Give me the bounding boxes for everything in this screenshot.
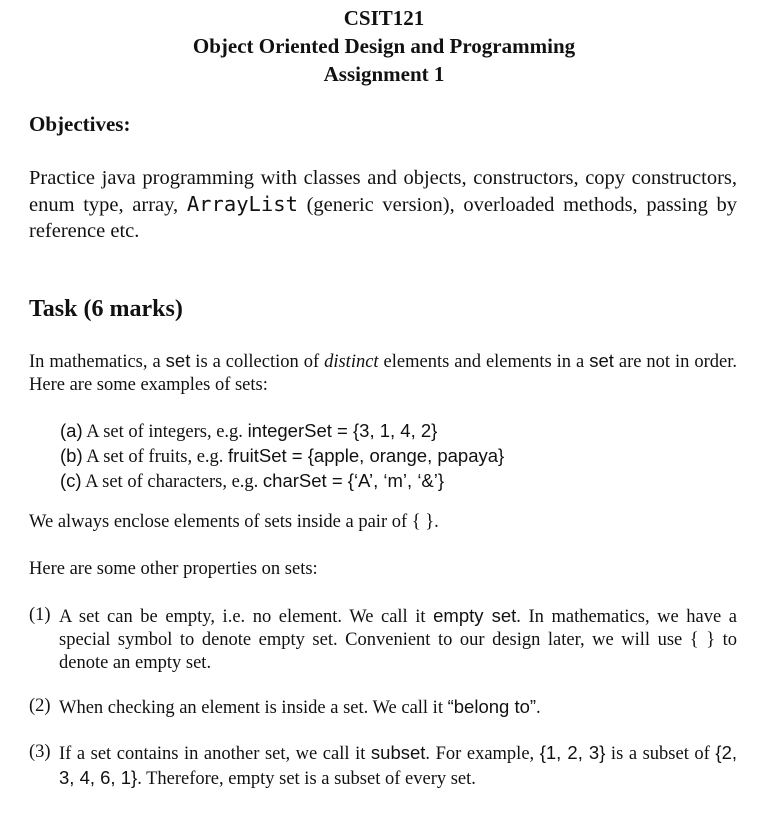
- intro-text-2: is a collection of: [190, 352, 325, 372]
- document-header: [0, 4, 768, 88]
- enclose-paragraph: We always enclose elements of sets inside a pair of { }.: [29, 512, 439, 532]
- property-number: (2): [29, 696, 51, 716]
- course-code: CSIT121: [343, 6, 425, 30]
- assignment-title: Assignment 1: [323, 62, 445, 86]
- property-item: (2) When checking an element is inside a set. We call it “belong to”.: [29, 696, 541, 718]
- intro-text-1: In mathematics, a: [29, 352, 166, 372]
- property-number: (1): [29, 605, 51, 625]
- property-item: (1) A set can be empty, i.e. no element. We call it empty set. In mathematics, we have a special symbol to denote empty set. Convenient to our design later, we will use { } to denote an empty set.: [29, 605, 738, 673]
- intro-text-4: are not in order. Here are some examples of sets:: [29, 352, 738, 395]
- objectives-text-before: Practice java programming with classes and objects, constructors, copy constructors, enum type, array,: [29, 167, 737, 216]
- example-item: (c) A set of characters, e.g. charSet = {‘A’, ‘m’, ‘&’}: [60, 470, 445, 492]
- task-heading: Task (6 marks): [29, 296, 183, 322]
- objectives-text-after: (generic version), overloaded methods, passing by reference etc.: [29, 194, 738, 242]
- examples-list: [60, 419, 504, 494]
- term-belong-to: “belong to”: [447, 696, 537, 717]
- intro-term-set: set: [165, 350, 191, 371]
- intro-term-distinct: distinct: [324, 352, 379, 372]
- properties-intro: Here are some other properties on sets:: [29, 559, 318, 579]
- property-number: (3): [29, 742, 51, 762]
- property-item: (3) If a set contains in another set, we call it subset. For example, {1, 2, 3} is a subset of {2, 3, 4, 6, 1}. Therefore, empty set is a subset of every set.: [29, 742, 737, 789]
- objectives-heading: Objectives:: [29, 112, 131, 136]
- term-subset: subset: [370, 742, 426, 763]
- example-item: (b) A set of fruits, e.g. fruitSet = {apple, orange, papaya}: [60, 445, 505, 467]
- objectives-code-arraylist: ArrayList: [186, 192, 298, 216]
- task-intro-paragraph: [29, 349, 737, 397]
- intro-term-set-2: set: [589, 350, 614, 371]
- example-item: (a) A set of integers, e.g. integerSet = {3, 1, 4, 2}: [60, 420, 438, 442]
- course-title: Object Oriented Design and Programming: [192, 34, 576, 58]
- intro-text-3: elements and elements in a: [378, 352, 590, 372]
- term-empty-set: empty set: [433, 605, 517, 626]
- objectives-paragraph: [29, 165, 737, 244]
